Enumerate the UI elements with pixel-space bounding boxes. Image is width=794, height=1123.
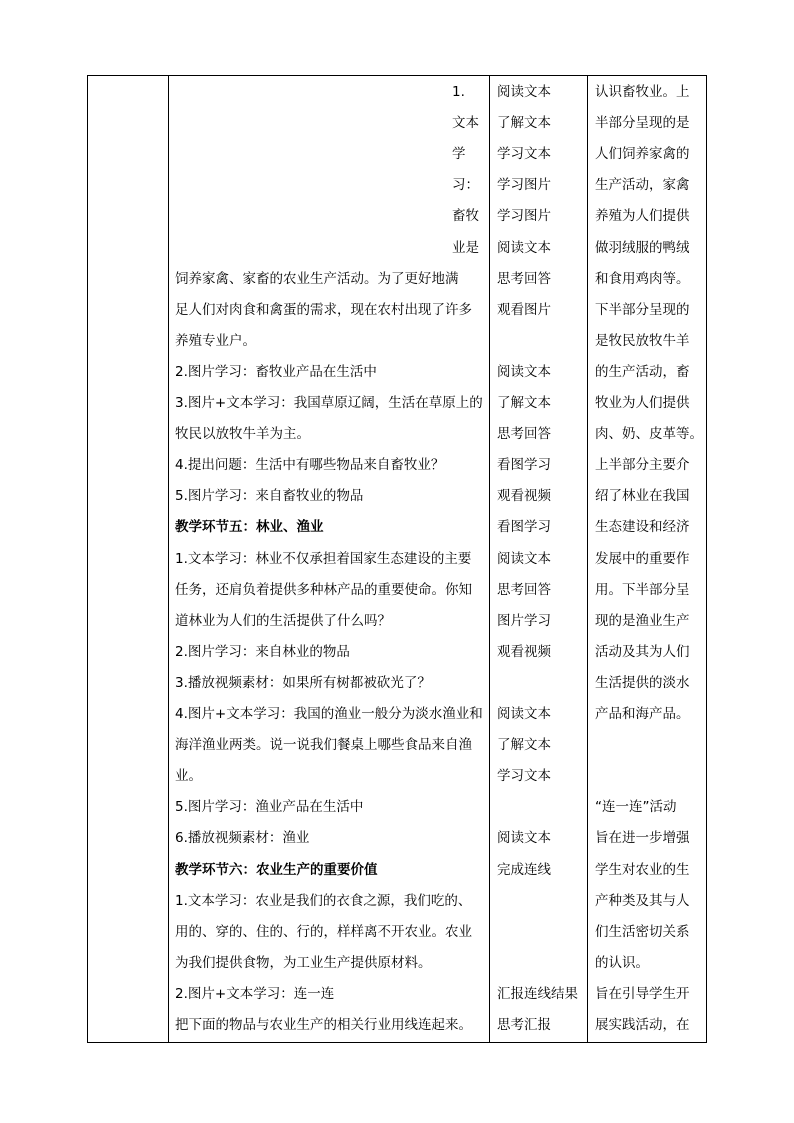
activity-line: 学习文本 bbox=[497, 146, 551, 163]
activity-line: 学习图片 bbox=[497, 177, 551, 194]
intent-line: 养殖为人们提供 bbox=[595, 208, 690, 225]
activity-line: 学习文本 bbox=[497, 768, 551, 785]
student-activity-column bbox=[489, 82, 587, 1032]
activity-line: 观看视频 bbox=[497, 643, 551, 660]
intent-line: 牧业为人们提供 bbox=[595, 395, 690, 411]
content-line: 海洋渔业两类。说一说我们餐桌上哪些食品来自渔 bbox=[175, 737, 472, 754]
lesson-table bbox=[87, 75, 707, 1043]
intent-line: 产种类及其与人 bbox=[595, 892, 690, 909]
content-line: 4.图片+文本学习：我国的渔业一般分为淡水渔业和 bbox=[175, 706, 483, 722]
content-line: 2.图片学习：畜牧业产品在生活中 bbox=[175, 363, 377, 380]
activity-line: 阅读文本 bbox=[497, 830, 551, 847]
activity-line: 观看视频 bbox=[497, 488, 551, 505]
activity-line: 汇报连线结果 bbox=[497, 985, 578, 1002]
content-line: 饲养家禽、家畜的农业生产活动。为了更好地满 bbox=[175, 270, 459, 287]
intent-line: 活动及其为人们 bbox=[595, 643, 690, 660]
content-line: 学 bbox=[452, 146, 466, 163]
design-intent-column bbox=[587, 82, 707, 1032]
activity-line: 思考回答 bbox=[497, 426, 551, 443]
activity-line: 图片学习 bbox=[497, 612, 551, 629]
intent-line: 是牧民放牧牛羊 bbox=[595, 332, 690, 349]
intent-line: 现的是渔业生产 bbox=[595, 612, 690, 629]
intent-line: 肉、奶、皮革等。 bbox=[595, 426, 703, 443]
intent-line: 做羽绒服的鸭绒 bbox=[595, 239, 690, 256]
activity-line: 看图学习 bbox=[497, 457, 551, 474]
content-line: 5.图片学习：来自畜牧业的物品 bbox=[175, 488, 364, 505]
activity-line: 阅读文本 bbox=[497, 84, 551, 100]
content-line: 习： bbox=[452, 177, 479, 194]
intent-line: 用。下半部分呈 bbox=[595, 581, 690, 598]
content-line: 把下面的物品与农业生产的相关行业用线连起来。 bbox=[175, 1017, 472, 1033]
intent-line: 的认识。 bbox=[595, 954, 649, 971]
activity-line: 完成连线 bbox=[497, 861, 551, 878]
content-line: 用的、穿的、住的、行的，样样离不开农业。农业 bbox=[175, 923, 472, 940]
intent-line: 半部分呈现的是 bbox=[595, 115, 690, 132]
content-line: 为我们提供食物，为工业生产提供原材料。 bbox=[175, 954, 432, 971]
content-line: 足人们对肉食和禽蛋的需求，现在农村出现了许多 bbox=[175, 301, 472, 318]
activity-line: 学习图片 bbox=[497, 208, 551, 225]
activity-line: 思考回答 bbox=[497, 270, 551, 287]
intent-line: 认识畜牧业。上 bbox=[595, 84, 690, 100]
intent-line: 生产活动，家禽 bbox=[595, 177, 690, 194]
content-line: 1. bbox=[452, 84, 465, 100]
intent-line: “连一连”活动 bbox=[595, 799, 677, 816]
content-line: 5.图片学习：渔业产品在生活中 bbox=[175, 799, 364, 816]
intent-line: 旨在进一步增强 bbox=[595, 830, 690, 847]
content-line: 养殖专业户。 bbox=[175, 332, 256, 349]
intent-line: 绍了林业在我国 bbox=[595, 488, 690, 505]
intent-line: 展实践活动，在 bbox=[595, 1017, 690, 1033]
content-line: 1.文本学习：农业是我们的衣食之源，我们吃的、 bbox=[175, 892, 472, 909]
content-line: 3.图片+文本学习：我国草原辽阔，生活在草原上的 bbox=[175, 395, 483, 411]
content-line: 教学环节五：林业、渔业 bbox=[175, 519, 324, 536]
intent-line: 产品和海产品。 bbox=[595, 706, 690, 722]
intent-line: 和食用鸡肉等。 bbox=[595, 270, 690, 287]
content-line: 道林业为人们的生活提供了什么吗？ bbox=[175, 612, 391, 629]
activity-line: 阅读文本 bbox=[497, 550, 551, 567]
intent-line: 们生活密切关系 bbox=[595, 923, 690, 940]
content-line: 牧民以放牧牛羊为主。 bbox=[175, 426, 310, 443]
activity-line: 了解文本 bbox=[497, 115, 551, 132]
content-line: 任务，还肩负着提供多种林产品的重要使命。你知 bbox=[175, 581, 472, 598]
intent-line: 生态建设和经济 bbox=[595, 519, 690, 536]
intent-line: 人们饲养家禽的 bbox=[595, 146, 690, 163]
activity-line: 思考汇报 bbox=[497, 1017, 551, 1033]
teaching-content-column bbox=[168, 82, 489, 1032]
activity-line: 观看图片 bbox=[497, 301, 551, 318]
intent-line: 上半部分主要介 bbox=[595, 457, 690, 474]
content-line: 6.播放视频素材：渔业 bbox=[175, 830, 310, 847]
activity-line: 阅读文本 bbox=[497, 363, 551, 380]
activity-line: 思考回答 bbox=[497, 581, 551, 598]
content-line: 业。 bbox=[175, 768, 202, 785]
activity-line: 了解文本 bbox=[497, 737, 551, 754]
content-line: 教学环节六：农业生产的重要价值 bbox=[175, 861, 378, 878]
content-line: 2.图片+文本学习：连一连 bbox=[175, 985, 335, 1002]
content-line: 3.播放视频素材：如果所有树都被砍光了？ bbox=[175, 674, 431, 691]
intent-line: 学生对农业的生 bbox=[595, 861, 690, 878]
intent-line: 旨在引导学生开 bbox=[595, 985, 690, 1002]
content-line: 1.文本学习：林业不仅承担着国家生态建设的主要 bbox=[175, 550, 472, 567]
intent-line: 发展中的重要作 bbox=[595, 550, 690, 567]
content-line: 业是 bbox=[452, 239, 479, 256]
activity-line: 了解文本 bbox=[497, 395, 551, 411]
intent-line: 下半部分呈现的 bbox=[595, 301, 690, 318]
activity-line: 阅读文本 bbox=[497, 706, 551, 722]
content-line: 畜牧 bbox=[452, 208, 479, 225]
content-line: 文本 bbox=[452, 115, 479, 132]
intent-line: 的生产活动，畜 bbox=[595, 363, 690, 380]
activity-line: 阅读文本 bbox=[497, 239, 551, 256]
content-line: 2.图片学习：来自林业的物品 bbox=[175, 643, 350, 660]
intent-line: 生活提供的淡水 bbox=[595, 674, 690, 691]
activity-line: 看图学习 bbox=[497, 519, 551, 536]
content-line: 4.提出问题：生活中有哪些物品来自畜牧业？ bbox=[175, 457, 445, 474]
